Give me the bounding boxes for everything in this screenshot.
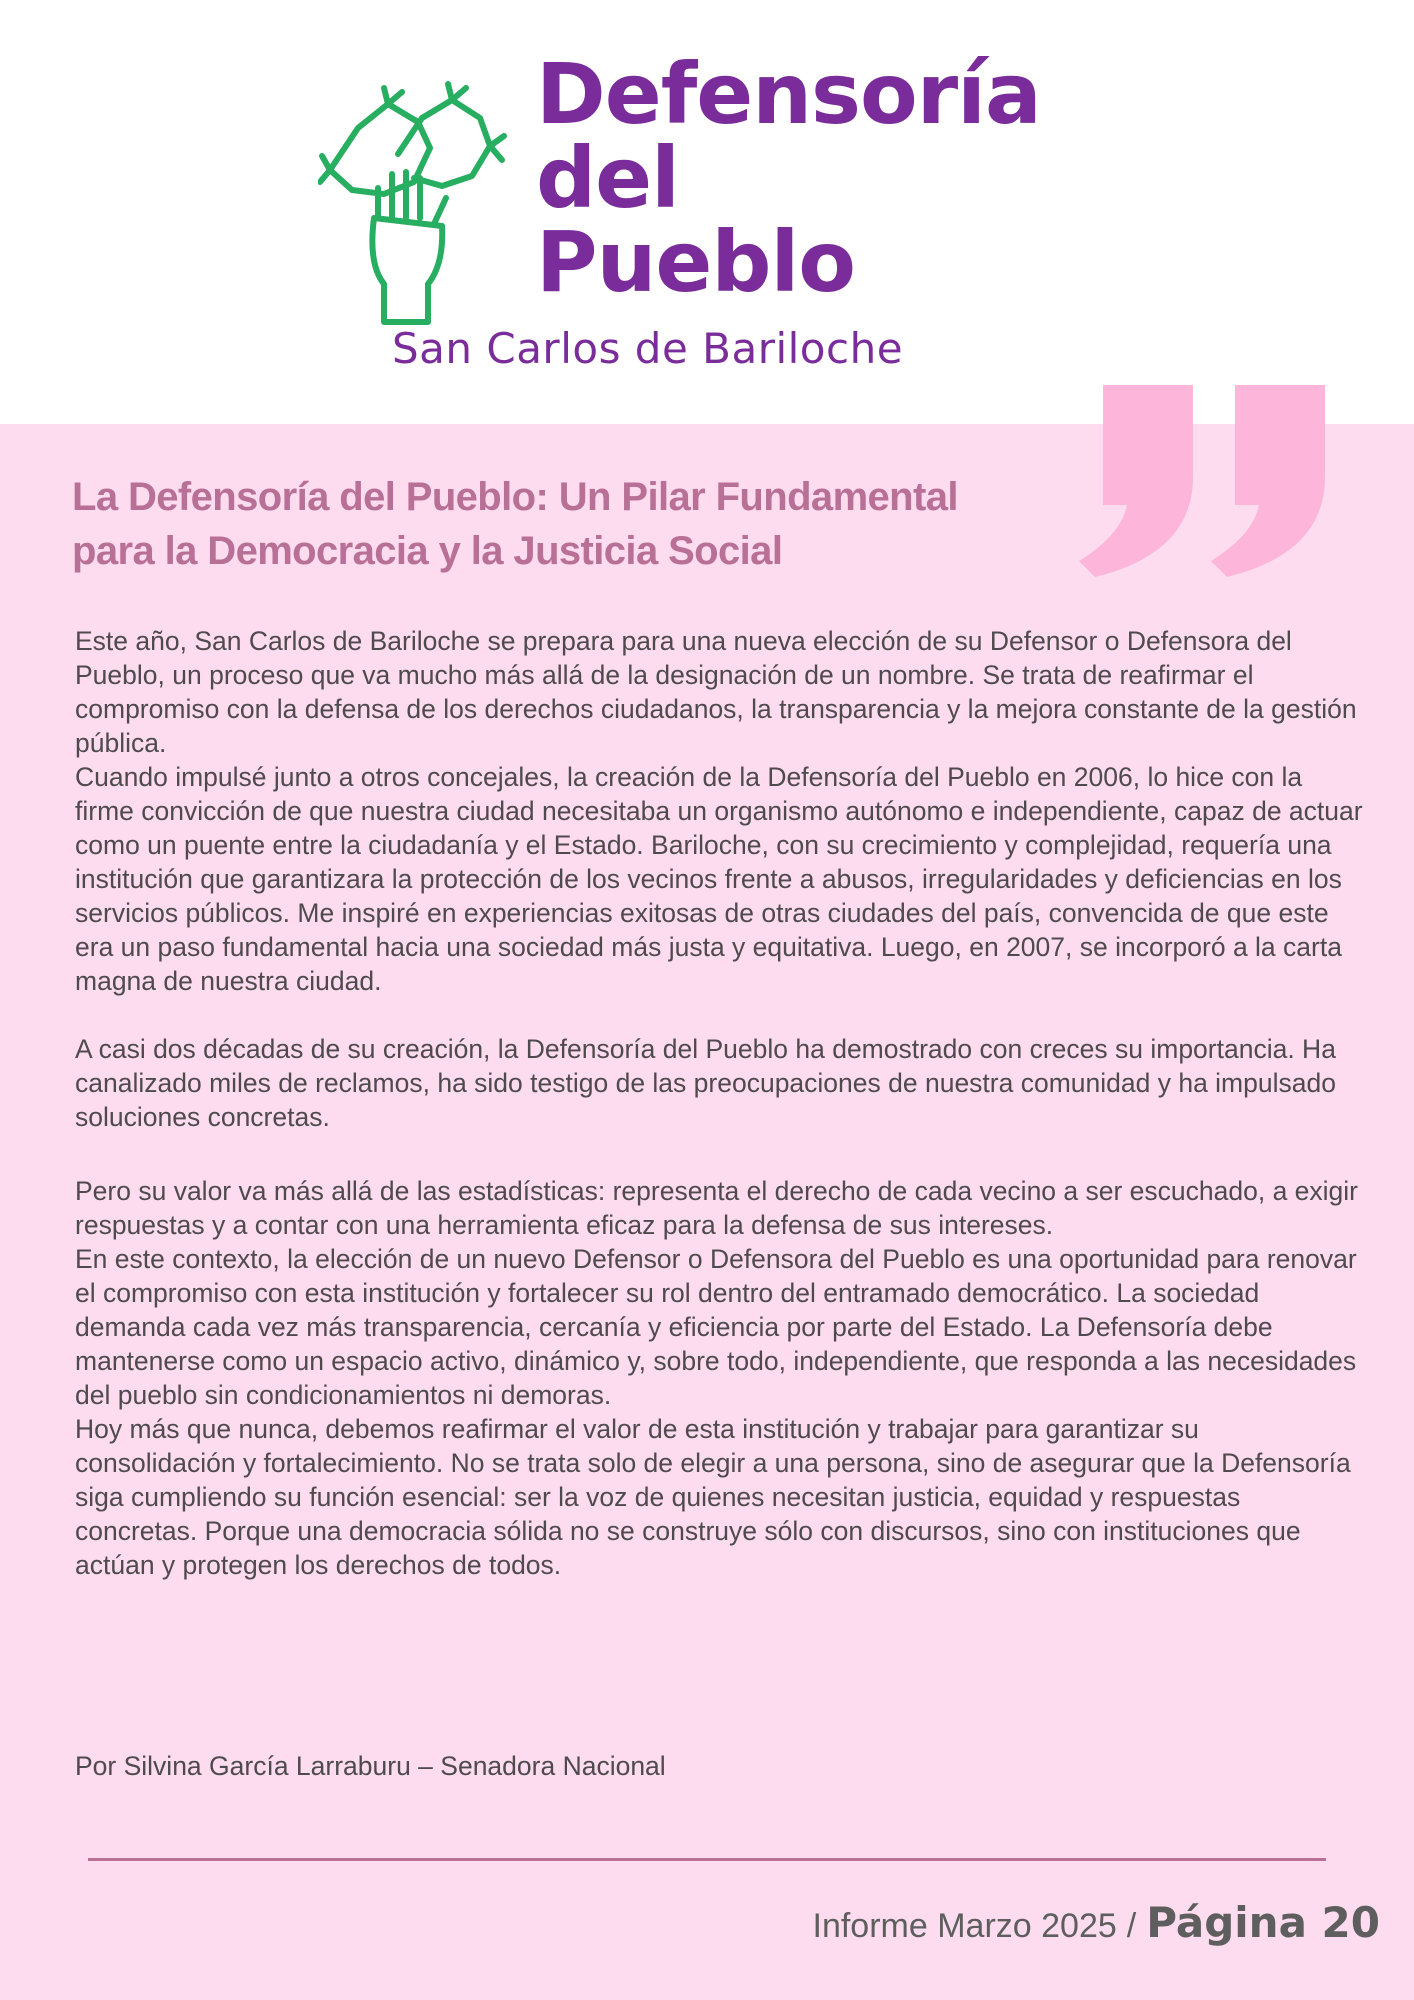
logo-subtitle: San Carlos de Bariloche <box>392 324 904 373</box>
report-label: Informe Marzo 2025 <box>812 1907 1117 1945</box>
paragraph: En este contexto, la elección de un nuevo Defensor o Defensora del Pueblo es una oportunidad para renovar el compromiso con esta institución y fortalecer su rol dentro del entramado democrático. La sociedad demanda cada vez más transparencia, cercanía y eficiencia por parte del Estado. La Defensoría debe mantenerse como un espacio activo, dinámico y, sobre todo, independiente, que responda a las necesidades del pueblo sin condicionamientos ni demoras. <box>75 1244 1357 1410</box>
article-byline: Por Silvina García Larraburu – Senadora Nacional <box>75 1751 666 1781</box>
page-footer <box>813 1898 1381 1947</box>
article-title <box>72 470 1052 578</box>
logo-word-defensoria: Defensoría <box>536 45 1041 143</box>
paragraph: Pero su valor va más allá de las estadísticas: representa el derecho de cada vecino a ser escuchado, a exigir respuestas y a contar con una herramienta eficaz para la defensa de sus intereses. <box>75 1176 1359 1240</box>
page-header <box>0 0 1414 424</box>
logo-word-del: del <box>536 129 679 227</box>
footer-divider <box>88 1858 1326 1861</box>
paragraph: Este año, San Carlos de Bariloche se prepara para una nueva elección de su Defensor o Defensora del Pueblo, un proceso que va mucho más allá de la designación de un nombre. Se trata de reafirmar el compromiso con la defensa de los derechos ciudadanos, la transparencia y la mejora constante de la gestión pública. <box>75 626 1357 758</box>
logo-word-pueblo: Pueblo <box>536 213 855 311</box>
paragraph: A casi dos décadas de su creación, la Defensoría del Pueblo ha demostrado con creces su importancia. Ha canalizado miles de reclamos, ha sido testigo de las preocupaciones de nuestra comunidad y ha impulsado soluciones concretas. <box>75 1034 1336 1132</box>
article-body <box>75 624 1365 1582</box>
article-title-line-2: para la Democracia y la Justicia Social <box>72 529 783 573</box>
article-title-line-1: La Defensoría del Pueblo: Un Pilar Fundamental <box>72 475 958 519</box>
page-number: Página 20 <box>1146 1898 1380 1947</box>
paragraph: Hoy más que nunca, debemos reafirmar el valor de esta institución y trabajar para garantizar su consolidación y fortalecimiento. No se trata solo de elegir a una persona, sino de asegurar que la Defensoría siga cumpliendo su función esencial: ser la voz de quienes necesitan justicia, equidad y respuestas concretas. Porque una democracia sólida no se construye sólo con discursos, sino con instituciones que actúan y protegen los derechos de todos. <box>75 1414 1351 1580</box>
footer-separator: / <box>1126 1907 1137 1945</box>
joined-hands-icon <box>318 78 508 328</box>
paragraph: Cuando impulsé junto a otros concejales, la creación de la Defensoría del Pueblo en 2006, lo hice con la firme convicción de que nuestra ciudad necesitaba un organismo autónomo e independiente, capaz de actuar como un puente entre la ciudadanía y el Estado. Bariloche, con su crecimiento y complejidad, requería una institución que garantizara la protección de los vecinos frente a abusos, irregularidades y deficiencias en los servicios públicos. Me inspiré en experiencias exitosas de otras ciudades del país, convencida de que este era un paso fundamental hacia una sociedad más justa y equitativa. Luego, en 2007, se incorporó a la carta magna de nuestra ciudad. <box>75 762 1363 996</box>
defensoria-logo <box>318 45 1041 382</box>
closing-quote-icon <box>1075 385 1325 585</box>
